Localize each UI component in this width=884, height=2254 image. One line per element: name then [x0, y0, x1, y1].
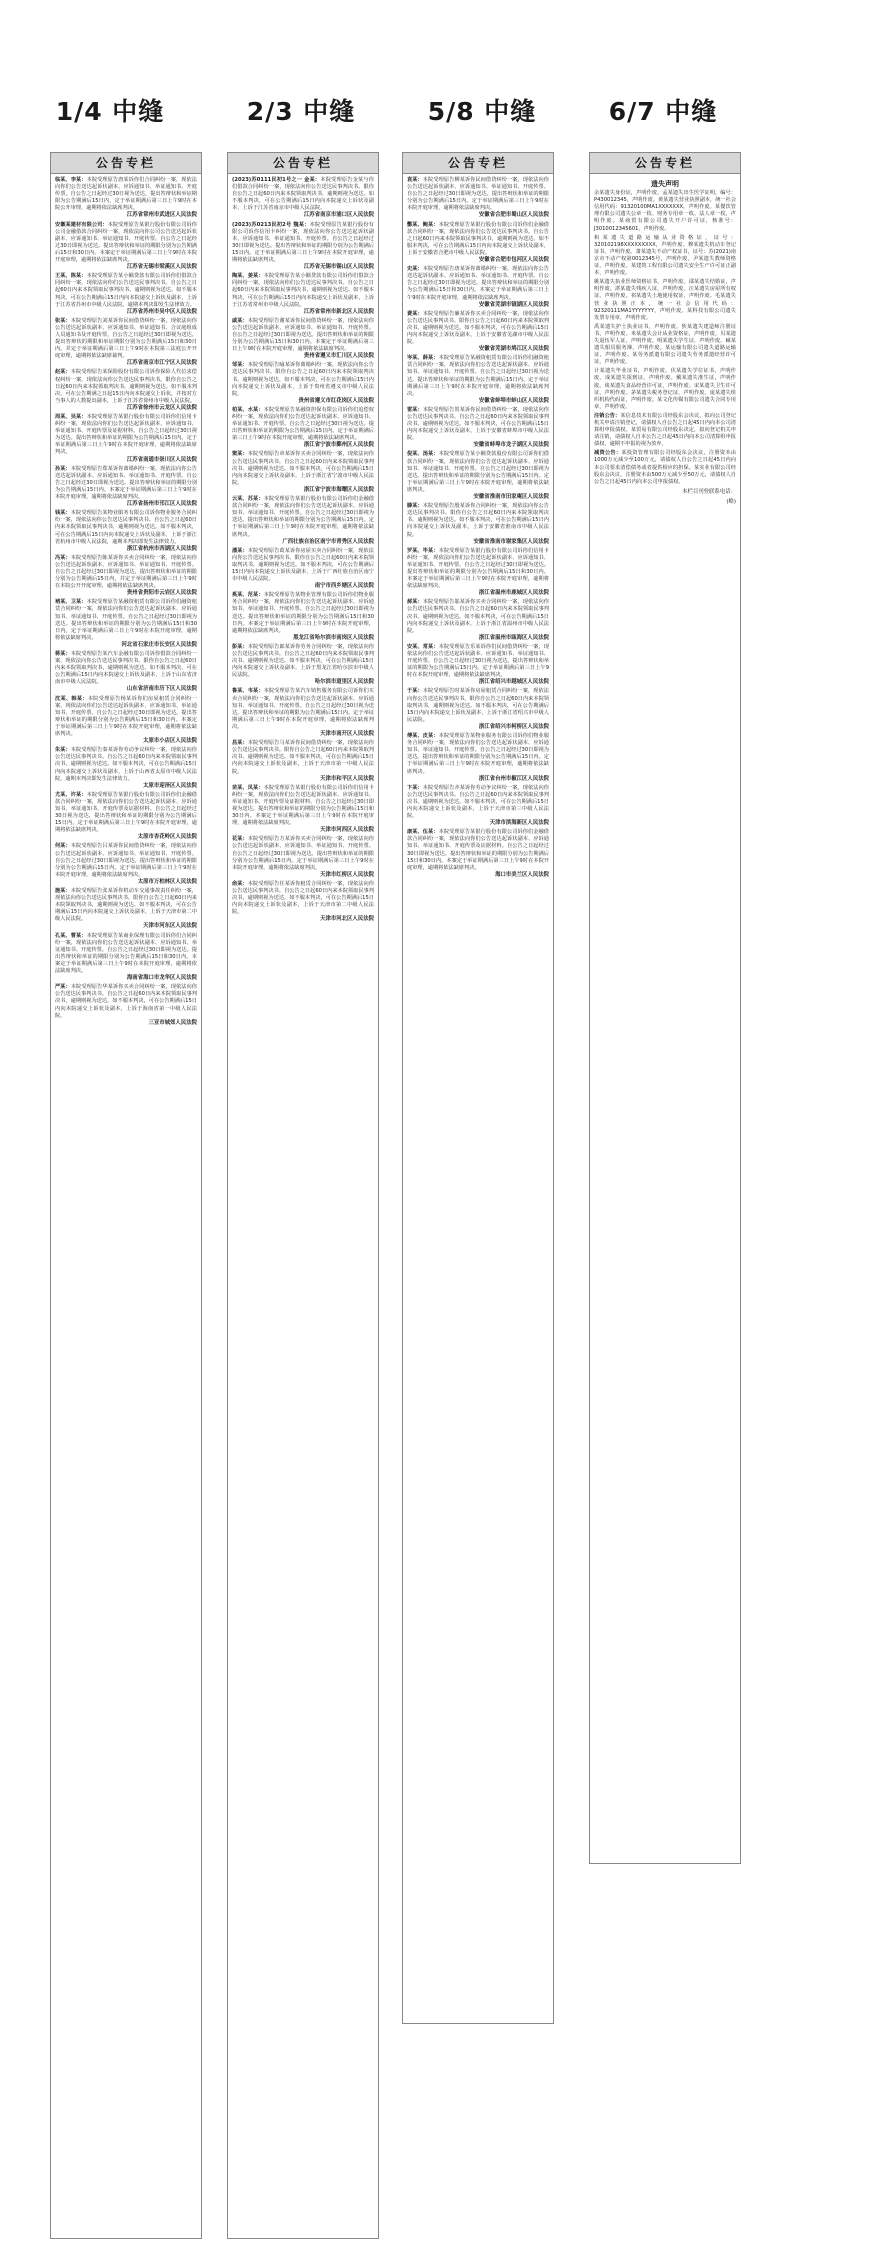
notice-text: 本院受理原告陈某诉你买卖合同纠纷一案，现依法向你公告送达起诉状副本、应诉通知书、举证通知书、开庭传票。自公告之日起经过30日即视为送达，提出答辩状和举证的期限分别为公告期满后15日内，并定于举证期满后第三日上午9时在本院公开开庭审理，逾期将依法缺席判决。: [55, 554, 197, 590]
notice-item: [55, 222, 197, 272]
notice-text: 计某遗失毕业证书，声明作废。伏某遗失学位证书，声明作废。成某遗失报到证，声明作废。戴某遗失准生证，声明作废。谈某遗失食品经营许可证，声明作废。宋某遗失卫生许可证，声明作废。茅某遗失税务登记证，声明作废。庞某遗失组织机构代码证，声明作废。某文化传媒有限公司遗失合同专用章，声明作废。: [594, 368, 736, 410]
notice-addressee: 康某、伍某：: [407, 829, 439, 836]
notice-addressee: 岑某、薛某：: [407, 355, 439, 362]
notice-court: 江苏省徐州市云龙区人民法院: [126, 404, 197, 411]
notice-item: [407, 311, 549, 354]
notice-item: [55, 843, 197, 886]
notice-court: 天津市红桥区人民法院: [320, 871, 374, 878]
notice-addressee: 费某：: [407, 310, 423, 317]
notice-text: 本院受理原告某小额贷款股份有限公司诉你们借款合同纠纷一案，现依法向你们公告送达起诉状副本、应诉通知书、举证通知书、开庭传票。自公告之日起经过30日即视为送达。提出答辩状和举证的期限分别为公告期满后15日内。定于举证期满后第三日上午9时在本院开庭审理，逾期将依法缺席判决。: [407, 451, 549, 493]
notice-item: [594, 450, 736, 485]
notice-item: [55, 510, 197, 553]
notice-addressee: 陶某、姜某：: [232, 273, 264, 280]
notice-item: [407, 548, 549, 598]
notice-item: [407, 222, 549, 265]
notice-addressee: 云某、苏某：: [232, 496, 264, 503]
notice-item: [232, 548, 374, 591]
notice-addressee: 郝某：: [407, 599, 423, 606]
column-title: 公告专栏: [228, 153, 378, 174]
notice-addressee: 临某、李某：: [55, 177, 87, 183]
notice-item: [232, 177, 374, 220]
notice-item: [232, 222, 374, 272]
notice-addressee: 罗某、毕某：: [407, 547, 439, 554]
notice-item: [594, 235, 736, 278]
notice-addressee: 蒋某：: [55, 651, 71, 657]
notice-text: 和某遗失道路运输从业资格证，证号：320102198XXXXXXXXX，声明作废。穆某遗失机动车登记证书，声明作废。萧某遗失不动产权证书，证号：苏(2021)南京市不动产权第0012345号，声明作废。尹某遗失教师资格证，声明作废。某建筑工程有限公司遗失安全生产许可证正副本，声明作废。: [594, 234, 736, 277]
notice-court: 江苏省无锡市锡山区人民法院: [303, 264, 374, 271]
notice-text: 本院受理原告某银行股份有限公司诉你们信用卡纠纷一案，现依法向你们公告送达起诉状副本、应诉通知书、举证通知书、开庭传票。自公告之日起经过30日即视为送达。提出答辩状和举证的期限分别为公告期满后15日和30日内。本案定于举证期满后第三日上午9时在本院开庭审理，逾期将依法缺席判决。: [407, 547, 549, 590]
notice-item: [407, 177, 549, 220]
notice-item: [55, 651, 197, 694]
notice-text: 本院受理原告某银行股份有限公司诉你们信用卡纠纷一案，现依法向你们公告送达起诉状副本、应诉通知书、举证通知书、开庭传票及证据材料。自公告之日起经过30日视为送达。提出答辩状和举证的期限为公告期满后15日内。定于举证期满后第三日上午9时在本院开庭审理，逾期将依法缺席判决。: [55, 414, 197, 456]
notice-text: 本院受理原告章某诉你买卖合同纠纷一案，现依法向你公告送达民事判决书。自公告之日起60日内来本院领取民事判决书，逾期则视为送达。如不服本判决，可在公告期满后15日内向本院递交上诉状及副本，上诉于浙江省宁波市中级人民法院。: [232, 451, 374, 486]
column-body: [590, 174, 740, 510]
notice-addressee: 酆某、鲍某：: [407, 221, 439, 228]
notice-addressee: 安某、常某：: [407, 643, 439, 650]
notice-item: [407, 407, 549, 450]
notice-addressee: 鲁某、韦某：: [232, 688, 264, 695]
notice-court: 贵州省贵阳市云岩区人民法院: [126, 590, 197, 597]
notice-item: [407, 266, 549, 309]
notice-addressee: (2023)苏0213民初2号 魏某：: [232, 221, 310, 228]
notice-court: 江苏省南通市崇川区人民法院: [126, 456, 197, 463]
column-header-1: 1/4 中缝: [55, 97, 165, 126]
notice-text: 本院受理原告郑某诉你离婚纠纷一案，现依法向你公告送达起诉状副本、应诉通知书、举证通知书、开庭传票。自公告之日起经过30日即视为送达。提出答辩状和举证的期限分别为公告期满后15日内。本案定于举证期满后第三日上午9时在本院开庭审理，逾期将依法缺席判决。: [55, 465, 197, 501]
notice-court: 安徽省淮南市谢家集区人民法院: [473, 538, 549, 545]
notice-text: 本院受理原告某汽车金融有限公司诉你借款合同纠纷一案，现依法向你公告送达民事判决书。限你自公告之日起60日内来本院领取判决书，逾期则视为送达。如不服本判决，可在公告期满后15日内向本院递交上诉状及副本，上诉于山东省济南市中级人民法院。: [55, 651, 197, 686]
column-title: 公告专栏: [51, 153, 201, 174]
notice-item: [55, 273, 197, 316]
notice-item: [407, 503, 549, 546]
notice-item: [55, 888, 197, 931]
notice-text: 本院受理原告张某诉你机动车交通事故责任纠纷一案，现依法向你公告送达民事判决书。限你自公告之日起60日内来本院领取判决书，逾期则视为送达。如不服本判决，可在公告期满后15日内向本院递交上诉状及副本，上诉于天津市第二中级人民法院。: [55, 888, 197, 923]
column-header-2: 2/3 中缝: [246, 97, 356, 126]
notice-item: [594, 413, 736, 448]
notice-addressee: 戚某：: [232, 317, 248, 324]
notice-addressee: 潘某：: [232, 547, 248, 554]
notice-court: 安徽省蚌埠市蚌山区人民法院: [478, 397, 549, 404]
notice-addressee: 滕某：: [407, 503, 423, 510]
column-header-3: 5/8 中缝: [427, 97, 537, 126]
notice-addressee: 苗某、凤某：: [232, 784, 264, 791]
notice-item: [232, 836, 374, 879]
notice-text: 本院受理原告柳某诉你民间借贷纠纷一案，现依法向你公告送达起诉状副本、应诉通知书、举证通知书、开庭传票。自公告之日起经过30日即视为送达。提出答辩状和举证的期限分别为公告期满后15日内。定于举证期满后第三日上午9时在本院开庭审理，逾期将依法缺席判决。: [407, 177, 549, 212]
notice-addressee: 倪某、汤某：: [407, 451, 439, 458]
notice-item: [407, 355, 549, 405]
notice-court: 三亚市城郊人民法院: [148, 1019, 197, 1026]
notice-item: [55, 177, 197, 220]
notice-item: [407, 644, 549, 687]
notice-item: [232, 362, 374, 405]
notice-text: 某信息技术有限公司经股东会决议，拟向公司登记机关申请注销登记，请债权人自公告之日起45日内向本公司清算组申报债权。某贸易有限公司经股东决定，拟向登记机关申请注销，请债权人自本公告之日起45日内向本公司清算组申报债权，逾期不申报的视为放弃。: [594, 412, 736, 448]
notice-addressee: 张某：: [55, 317, 71, 324]
notice-text: 某投资管理有限公司经股东会决议，注册资本由1000万元减少至100万元，请债权人自公告之日起45日内向本公司要求清偿债务或者提供相应的担保。某实业有限公司经股东会决议，注册资本由500万元减少至50万元，请债权人自公告之日起45日内向本公司申报债权。: [594, 450, 736, 485]
notice-addressee: 何某：: [55, 843, 71, 850]
notice-addressee: 卞某：: [407, 784, 423, 791]
notice-item: [55, 466, 197, 509]
notice-text: 本院受理原告某小额贷款有限公司诉你们借款合同纠纷一案，现依法向你们公告送达民事判决书。自公告之日起60日内来本院领取民事判决书，逾期则视为送达。如不服本判决，可在公告期满后15日内向本院递交上诉状及副本，上诉于江苏省常州市中级人民法院。: [232, 273, 374, 308]
notice-item: [232, 318, 374, 361]
notice-court: 天津市河东区人民法院: [143, 923, 197, 930]
notice-text: 本院受理原告某商业保理有限公司诉你们合同纠纷一案，现依法向你们公告送达起诉状副本、应诉通知书、举证通知书、开庭传票。自公告之日起经过30日即视为送达。提出答辩状和举证的期限分别为公告期满后15日和30日内。本案定于举证期满后第三日上午9时在本院开庭审理，逾期将依法缺席判决。: [55, 932, 197, 975]
notice-text: 本院受理原告乐某诉你们民间借贷纠纷一案，现依法向你们公告送达起诉状副本、应诉通知书、举证通知书、开庭传票。自公告之日起经过30日视为送达。提出答辩状和举证的期限为公告期满后15日内。定于举证期满后第三日上午9时在本院开庭审理，逾期将依法缺席判决。: [407, 643, 549, 679]
notice-addressee: 孔某、曹某：: [55, 932, 87, 939]
notice-item: [232, 273, 374, 316]
notice-text: 本院受理原告邬某诉你买卖合同纠纷一案，现依法向你公告送达民事判决书。自公告之日起60日内来本院领取民事判决书，逾期则视为送达。如不服本判决，可在公告期满后15日内向本院递交上诉状及副本，上诉于浙江省温州市中级人民法院。: [407, 599, 549, 634]
notice-column-3: [402, 152, 554, 2024]
notice-text: 本院受理原告郎某诉你劳务合同纠纷一案，现依法向你公告送达民事判决书。自公告之日起60日内来本院领取民事判决书，逾期则视为送达。如不服本判决，可在公告期满后15日内向本院递交上诉状及副本，上诉于黑龙江省哈尔滨市中级人民法院。: [232, 643, 374, 679]
column-body: [51, 174, 201, 1032]
notice-item: [232, 407, 374, 450]
notice-addressee: 王某、陈某：: [55, 273, 87, 280]
notice-text: 本院受理原告方某诉你买卖合同纠纷一案，现依法向你公告送达起诉状副本、应诉通知书、举证通知书、开庭传票。自公告之日起经过30日即视为送达。提出答辩状和举证的期限分别为公告期满后15日内。定于举证期满后第三日上午9时在本院开庭审理，逾期将依法缺席判决。: [232, 836, 374, 871]
notice-item: [232, 785, 374, 835]
notice-text: 本院受理原告时某诉你房屋租赁合同纠纷一案，现依法向你公告送达民事判决书。限你自公告之日起60日内来本院领取判决书，逾期则视为送达。如不服本判决，可在公告期满后15日内向本院递交上诉状及副本，上诉于浙江省绍兴市中级人民法院。: [407, 688, 549, 723]
notice-text: 本院受理原告某融资担保有限公司诉你们追偿权纠纷一案，现依法向你们公告送达起诉状副本、应诉通知书、举证通知书、开庭传票。自公告之日起经过30日视为送达。提出答辩状和举证的期限为公告期满后15日内。定于举证期满后第三日上午9时在本院开庭审理，逾期将依法缺席判决。: [232, 406, 374, 442]
notice-addressee: 周某、吴某：: [55, 414, 87, 420]
notice-addressee: 奚某、范某：: [232, 592, 264, 599]
section-subhead: 遗失声明: [651, 180, 679, 188]
notice-text: 本院受理原告某银行股份有限公司诉你们信用卡纠纷一案，现依法向你们公告送达起诉状副本、应诉通知书、举证通知书、开庭传票及证据材料。自公告之日起经过30日即视为送达。提出答辩状和举证的期限分别为公告期满后15日和30日内。本案定于举证期满后第三日上午9时在本院开庭审理，逾期将依法缺席判决。: [232, 784, 374, 827]
notice-court: 浙江省宁波市鄞州区人民法院: [303, 442, 374, 449]
notice-text: 本院受理原告某物业服务有限公司诉你们物业服务合同纠纷一案，现依法向你们公告送达起诉状副本、应诉通知书、举证通知书、开庭传票。自公告之日起经过30日即视为送达。提出答辩状和举证的期限分别为公告期满后15日内。定于举证期满后第三日上午9时在本院开庭审理，逾期将依法缺席判决。: [407, 733, 549, 775]
notice-item: [232, 688, 374, 738]
notice-item: [407, 688, 549, 731]
notice-court: 贵州省遵义市红花岗区人民法院: [298, 397, 374, 404]
notice-addressee: 邹某：: [232, 362, 248, 369]
notice-court: 浙江省绍兴市越城区人民法院: [478, 679, 549, 686]
notice-item: [232, 644, 374, 687]
notice-court: 浙江省温州市鹿城区人民法院: [478, 590, 549, 597]
notice-text: 本院受理原告刘某诉你民间借贷纠纷一案，现依法向你公告送达起诉状副本、应诉通知书、举证通知书、合议庭组成人员通知书及开庭传票。自公告之日起经过30日即视为送达。提出答辩状的期限和举证期限分别为公告期满后15日和30日内。并定于举证期满后第三日上午9时在本院第三法庭公开开庭审理，逾期将依法缺席裁判。: [55, 317, 197, 360]
notice-text: 本院受理原告金某与你们借款合同纠纷一案，现依法向你公告送达民事判决书。限你自公告之日起60日内来本院领取判决书，逾期则视为送达。如不服本判决，可在公告期满后15日内向本院递交上诉状及副本，上诉于江苏省南京市中级人民法院。: [232, 177, 374, 212]
notice-addressee: 严某：: [55, 984, 71, 991]
notice-addressee: 减资公告：: [594, 450, 622, 457]
notice-court: 太原市杏花岭区人民法院: [137, 834, 197, 841]
notice-addressee: 冯某：: [55, 554, 71, 561]
notice-addressee: 安徽某建材有限公司：: [55, 221, 108, 228]
notice-text: 本院受理原告唐某诉你离婚纠纷一案，现依法向你公告送达起诉状副本、应诉通知书、举证通知书、开庭传票。自公告之日起经过30日即视为送达。提出答辩状和举证的期限分别为公告期满后15日和30日内。本案定于举证期满后第三日上午9时在本院开庭审理，逾期将依法缺席判决。: [407, 266, 549, 301]
notice-text: 本院受理原告某物业服务有限公司诉你物业服务合同纠纷一案，现依法向你公告送达民事判决书。自公告之日起60日内来本院领取民事判决书，逾期则视为送达。如不服本判决，可在公告期满后15日内向本院递交上诉状及副本，上诉于浙江省杭州市中级人民法院，逾期本判决即发生法律效力。: [55, 510, 197, 545]
notice-court: 江苏省常州市新北区人民法院: [303, 308, 374, 315]
notice-court: 安徽省蚌埠市龙子湖区人民法院: [473, 442, 549, 449]
notice-court: 安徽省合肥市包河区人民法院: [478, 257, 549, 264]
notice-text: 本院受理原告华某诉你买卖合同纠纷一案，现依法向你公告送达民事判决书。自公告之日起60日内来本院领取民事判决书，逾期则视为送达。如不服本判决，可在公告期满后15日内向本院递交上诉状及副本，上诉于海南省第一中级人民法院。: [55, 984, 197, 1019]
notice-text: 本院受理原告马某诉你民间借贷纠纷一案，现依法向你公告送达民事判决书。限你自公告之日起60日内来本院领取判决书，逾期则视为送达。如不服本判决，可在公告期满后15日内向本院递交上诉状及副本，上诉于天津市第一中级人民法院。: [232, 740, 374, 775]
notice-item: [407, 733, 549, 783]
notice-addressee: 褚某、卫某：: [55, 599, 87, 606]
notice-court: 广西壮族自治区南宁市青秀区人民法院: [282, 538, 374, 545]
notice-court: 江苏省无锡市梁溪区人民法院: [126, 264, 197, 271]
notice-item: [407, 451, 549, 501]
notice-court: 江苏省南京市浦口区人民法院: [303, 212, 374, 219]
notice-item: [232, 496, 374, 546]
notice-column-4: [589, 152, 741, 1864]
notice-item: [407, 785, 549, 828]
notice-addressee: 袁某：: [407, 177, 423, 183]
notice-addressee: 尤某、许某：: [55, 791, 87, 798]
notice-addressee: 沈某、韩某：: [55, 695, 88, 702]
notice-addressee: 彭某：: [232, 643, 248, 650]
notice-addressee: 窦某：: [232, 451, 248, 458]
notice-court: 贵州省遵义市汇川区人民法院: [303, 353, 374, 360]
notice-text: 本院受理原告某银行股份有限公司诉你们金融借款合同纠纷一案，现依法向你们公告送达起诉状副本、应诉通知书、举证通知书、开庭传票。自公告之日起经过30日即视为送达。提出答辩状和举证的期限分别为公告期满后15日内。定于举证期满后第三日上午9时在本院开庭审理，逾期将依法缺席判决。: [232, 496, 374, 538]
notice-court: 南宁市西乡塘区人民法院: [314, 583, 374, 590]
notice-text: 本院受理原告殷某诉你合同纠纷一案，现依法向你公告送达民事判决书。限你自公告之日起60日内来本院领取判决书，逾期则视为送达。如不服本判决，可在公告期满后15日内向本院递交上诉状及副本，上诉于安徽省淮南市中级人民法院。: [407, 503, 549, 538]
notice-text: 本院受理原告某银行股份有限公司诉你们金融借款合同纠纷一案，现依法向你们公告送达民事判决书。自公告之日起60日内来本院领取民事判决书，逾期则视为送达。如不服本判决，可在公告期满后15日内向本院递交上诉状及副本，上诉于安徽省合肥市中级人民法院。: [407, 221, 549, 256]
notice-court: 浙江省杭州市西湖区人民法院: [126, 545, 197, 552]
notice-item: [232, 451, 374, 494]
notice-item: [55, 318, 197, 368]
notice-text: 本院受理原告贺某诉你民间借贷纠纷一案，现依法向你公告送达民事判决书。自公告之日起60日内来本院领取民事判决书，逾期则视为送达。如不服本判决，可在公告期满后15日内向本院递交上诉状及副本，上诉于安徽省蚌埠市中级人民法院。: [407, 406, 549, 442]
notice-court: 江苏省扬州市邗江区人民法院: [126, 501, 197, 508]
notice-court: 海南省海口市龙华区人民法院: [126, 975, 197, 982]
notice-text: 余某遗失身份证，声明作废。孟某遗失出生医学证明，编号：P430012345，声明作废。黄某遗失营业执照副本，统一社会信用代码：91320100MA1XXXXXXX，声明作废。某餐饮管理有限公司遗失公章一枚、财务专用章一枚、法人章一枚，声明作废。某商贸有限公司遗失开户许可证，核准号：J3010012345601，声明作废。: [594, 190, 736, 232]
notice-text: 本院受理原告杨某诉你们房屋租赁合同纠纷一案，现依法向你们公告送达起诉状副本、应诉通知书、举证通知书、开庭传票。自公告之日起经过30日即视为送达。提出答辩状和举证的期限分别为公告期满后15日和30日内。本案定于举证期满后第三日上午9时在本院开庭审理，逾期将依法缺席判决。: [55, 695, 197, 738]
notice-item: [407, 599, 549, 642]
notice-court: 安徽省芜湖市镜湖区人民法院: [478, 301, 549, 308]
notice-court: 天津市和平区人民法院: [320, 775, 374, 782]
notice-court: 浙江省温州市瓯海区人民法院: [478, 634, 549, 641]
column-title: 公告专栏: [403, 153, 553, 174]
notice-item: [55, 984, 197, 1027]
notice-addressee: 雷某：: [407, 406, 423, 413]
notice-item: [594, 279, 736, 322]
notice-text: 本院受理原告秦某诉你劳动争议纠纷一案，现依法向你公告送达民事判决书。自公告之日起60日内来本院领取民事判决书，逾期则视为送达。如不服本判决，可在公告期满后15日内向本院递交上诉状及副本，上诉于山西省太原市中级人民法院。逾期本判决即发生法律效力。: [55, 747, 197, 782]
notice-court: 江苏省常州市武进区人民法院: [126, 212, 197, 219]
notice-text: 本院受理原告某融资租赁有限公司诉你们融资租赁合同纠纷一案，现依法向你们公告送达起诉状副本、应诉通知书、举证通知书、开庭传票。自公告之日起经过30日即视为送达。提出答辩状和举证的期限分别为公告期满后15日和30日内，定于举证期满后第三日上午9时在本院开庭审理，逾期将依法缺席判决。: [55, 599, 197, 641]
notice-court: 海口市美兰区人民法院: [495, 871, 549, 878]
notice-addressee: 昌某：: [232, 740, 248, 747]
notice-item: [594, 368, 736, 411]
notice-text: 本院受理原告唐某诉你们合同纠纷一案，现依法向你们公告送达起诉状副本、应诉通知书、举证通知书、开庭传票，自公告之日起经过30日视为送达，提出答辩状和举证期限为公告期满后15日内，定于举证期满后第三日上午9时在本院公开审理，逾期将依法缺席判决。: [55, 177, 197, 212]
notice-item: [55, 414, 197, 464]
notice-text: 本院受理原告某汽车销售服务有限公司诉你们买卖合同纠纷一案，现依法向你们公告送达起诉状副本、应诉通知书、举证通知书、开庭传票。自公告之日起经过30日视为送达。提出答辩状和举证的期限为公告期满后15日内。定于举证期满后第三日上午9时在本院开庭审理，逾期将依法缺席判决。: [232, 688, 374, 730]
notice-court: 天津市南开区人民法院: [320, 731, 374, 738]
notice-text: 本院受理原告廉某诉你买卖合同纠纷一案，现依法向你公告送达民事判决书。限你自公告之日起60日内来本院领取判决书，逾期则视为送达。如不服本判决，可在公告期满后15日内向本院递交上诉状及副本，上诉于安徽省芜湖市中级人民法院。: [407, 310, 549, 346]
notice-court: 太原市万柏林区人民法院: [137, 878, 197, 885]
notice-item: [232, 881, 374, 924]
notice-item: [55, 747, 197, 790]
notice-text: 姚某遗失执业医师资格证书，声明作废。邵某遗失结婚证，声明作废。湛某遗失残疾人证，声明作废。汪某遗失房屋所有权证，声明作废。祁某遗失土地使用权证，声明作废。毛某遗失营业执照正本，统一社会信用代码：92320111MA1YYYYYYY，声明作废。某科技有限公司遗失发票专用章，声明作废。: [594, 279, 736, 321]
notice-court: 安徽省淮南市田家庵区人民法院: [473, 494, 549, 501]
notice-column-2: [227, 152, 379, 2239]
notice-addressee: 朱某：: [55, 747, 71, 754]
notice-text: 本院受理原告某银行股份有限公司诉你公司金融借款合同纠纷一案，现依法向你公司公告送达起诉状副本、应诉通知书、举证通知书、开庭传票。自公告之日起经过30日即视为送达。提出答辩状和举证的期限分别为公告期满后15日和30日内。本案定于举证期满后第三日上午9时在本院开庭审理，逾期将依法缺席判决。: [55, 221, 197, 264]
notice-text: 本院受理原告葛某诉你房屋买卖合同纠纷一案，现依法向你公告送达民事判决书。限你自公告之日起60日内来本院领取判决书，逾期则视为送达。如不服本判决，可在公告期满后15日内向本院递交上诉状及副本，上诉于广西壮族自治区南宁市中级人民法院。: [232, 547, 374, 583]
notice-text: 本院受理原告喻某诉你离婚纠纷一案，现依法向你公告送达民事判决书。限你自公告之日起60日内来本院领取判决书，逾期则视为送达。如不服本判决，可在公告期满后15日内向本院递交上诉状及副本，上诉于贵州省遵义市中级人民法院。: [232, 362, 374, 397]
notice-item: [232, 740, 374, 783]
notice-court: 太原市小店区人民法院: [143, 738, 197, 745]
notice-text: 本院受理原告某银行股份有限公司诉你们金融借款合同纠纷一案，现依法向你们公告送达起诉状副本、应诉通知书、举证通知书、开庭传票及证据材料。自公告之日起经过30日即视为送达。提出答辩状和举证的期限分别为公告期满后15日和30日内。本案定于举证期满后第三日上午9时在本院开庭审理，逾期将依法缺席判决。: [407, 829, 549, 871]
notice-court: 安徽省芜湖市鸠江区人民法院: [478, 346, 549, 353]
notice-text: 本院受理原告某银行股份有限公司诉你们金融借款合同纠纷一案，现依法向你们公告送达起诉状副本、应诉通知书、举证通知书、开庭传票及证据材料。自公告之日起经过30日视为送达，提出答辩状和举证的期限分别为公告期满后15日内，定于举证期满后第三日上午9时在本院开庭审理，逾期将依法缺席判决。: [55, 791, 197, 834]
notice-court: 黑龙江省哈尔滨市南岗区人民法院: [293, 634, 374, 641]
notice-court: 太原市迎泽区人民法院: [143, 782, 197, 789]
notice-text: 本院受理原告某银行股份有限公司诉你信用卡纠纷一案，现依法向你公告送达起诉状副本、应诉通知书、举证通知书、开庭传票。自公告之日起经过30日即视为送达。提出答辩状和举证的期限分别为公告期满后15日内。定于举证期满后第三日上午9时在本院开庭审理，逾期将依法缺席判决。: [232, 221, 374, 264]
notice-text: 本院受理原告任某诉你租赁合同纠纷一案，现依法向你公告送达民事判决书。自公告之日起60日内来本院领取民事判决书，逾期则视为送达。如不服本判决，可在公告期满后15日内向本院递交上诉状及副本，上诉于天津市第二中级人民法院。: [232, 880, 374, 916]
notice-addressee: 俞某：: [232, 880, 248, 887]
notice-court: 浙江省宁波市海曙区人民法院: [303, 486, 374, 493]
notice-addressee: 赵某：: [55, 369, 71, 376]
notice-text: 禹某遗失护士执业证书，声明作废。狄某遗失建造师注册证书，声明作废。米某遗失会计从业资格证，声明作废。贝某遗失退伍军人证，声明作废。明某遗失学生证，声明作废。臧某遗失船员服务簿，声明作废。某运输有限公司遗失道路运输证，声明作废。某劳务派遣有限公司遗失劳务派遣经营许可证，声明作废。: [594, 323, 736, 366]
notice-item: [594, 324, 736, 367]
notice-addressee: 注销公告：: [594, 412, 621, 419]
notice-court: 山东省济南市历下区人民法院: [126, 686, 197, 693]
notice-addressee: 于某：: [407, 688, 423, 695]
notice-text: 本院受理原告某小额贷款有限公司诉你们借款合同纠纷一案，现依法向你们公告送达民事判决书。自公告之日起60日内来本院领取民事判决书，逾期则视为送达。如不服本判决，可在公告期满后15日内向本院递交上诉状及副本，上诉于江苏省苏州市中级人民法院。逾期本判决即发生法律效力。: [55, 273, 197, 308]
notice-court: 哈尔滨市道里区人民法院: [314, 679, 374, 686]
notice-item: [55, 696, 197, 746]
column-body: [403, 174, 553, 884]
notice-court: 浙江省台州市椒江区人民法院: [478, 775, 549, 782]
notice-addressee: 傅某、皮某：: [407, 733, 439, 740]
notice-addressee: (2023)苏0111民初1号之一 金某：: [232, 177, 321, 183]
notice-text: 本院受理原告某物业管理有限公司诉你们物业服务合同纠纷一案，现依法向你们公告送达起诉状副本、应诉通知书、举证通知书、开庭传票。自公告之日起经过30日即视为送达。提出答辩状和举证的期限分别为公告期满后15日和30日内。本案定于举证期满后第三日上午9时在本院开庭审理，逾期将依法缺席判决。: [232, 592, 374, 634]
notice-addressee: 史某：: [407, 266, 423, 273]
notice-text: 本院受理原告谢某诉你民间借贷纠纷一案，现依法向你公告送达起诉状副本、应诉通知书、举证通知书、开庭传票。自公告之日起经过30日即视为送达。提出答辩状和举证的期限分别为公告期满后15日和30日内。本案定于举证期满后第三日上午9时在本院开庭审理，逾期将依法缺席判决。: [232, 317, 374, 353]
notice-item: [55, 369, 197, 412]
notice-court: 江苏省苏州市吴中区人民法院: [126, 308, 197, 315]
column-footer-line: 本栏目刊登联系电话：: [682, 488, 736, 495]
notice-item: [55, 792, 197, 842]
column-header-4: 6/7 中缝: [608, 97, 718, 126]
notice-column-1: [50, 152, 202, 2239]
notice-addressee: 柏某、水某：: [232, 406, 264, 413]
notice-court: 浙江省绍兴市柯桥区人民法院: [478, 723, 549, 730]
notice-text: 本院受理原告某保险股份有限公司诉你保险人代位求偿权纠纷一案，现依法向你公告送达民事判决书。限你自公告之日起60日内来本院领取判决书，逾期则视为送达。如不服本判决，可在公告期满之日起15日内向本院递交上诉状，并按对方当事人的人数提出副本，上诉于江苏省徐州市中级人民法院。: [55, 369, 197, 404]
notice-addressee: 孙某：: [55, 465, 71, 472]
notice-court: 天津市河北区人民法院: [320, 916, 374, 923]
notice-text: 本院受理原告某融资租赁有限公司诉你们融资租赁合同纠纷一案，现依法向你们公告送达起诉状副本、应诉通知书、举证通知书、开庭传票。自公告之日起经过30日视为送达。提出答辩状和举证的期限为公告期满后15日内。定于举证期满后第三日上午9时在本院开庭审理，逾期将依法缺席判决。: [407, 355, 549, 397]
notice-item: [55, 933, 197, 983]
notice-court: 安徽省合肥市蜀山区人民法院: [478, 212, 549, 219]
notice-court: 天津市滨海新区人民法院: [489, 820, 549, 827]
notice-item: [55, 555, 197, 598]
notice-addressee: 钱某：: [55, 510, 71, 517]
column-title: 公告专栏: [590, 153, 740, 174]
notice-addressee: 施某：: [55, 888, 71, 894]
notice-court: 江苏省南京市江宁区人民法院: [126, 360, 197, 367]
column-body: [228, 174, 378, 928]
notice-text: 本院受理原告吕某诉你民间借贷纠纷一案，现依法向你公告送达起诉状副本、应诉通知书、举证通知书、开庭传票。自公告之日起经过30日即视为送达。提出答辩状和举证的期限分别为公告期满后15日内。定于举证期满后第三日上午9时在本院开庭审理，逾期将依法缺席判决。: [55, 843, 197, 878]
notice-text: 本院受理原告齐某诉你劳动争议纠纷一案，现依法向你公告送达民事判决书。自公告之日起60日内来本院领取民事判决书，逾期则视为送达。如不服本判决，可在公告期满后15日内向本院递交上诉状及副本，上诉于天津市第三中级人民法院。: [407, 784, 549, 820]
notice-item: [594, 190, 736, 233]
notice-item: [407, 829, 549, 879]
notice-court: 天津市河西区人民法院: [320, 827, 374, 834]
notice-court: 河北省石家庄市长安区人民法院: [121, 641, 197, 648]
notice-item: [55, 599, 197, 649]
notice-item: [232, 592, 374, 642]
notice-addressee: 花某：: [232, 836, 248, 843]
column-footer-line: (略): [726, 499, 736, 506]
